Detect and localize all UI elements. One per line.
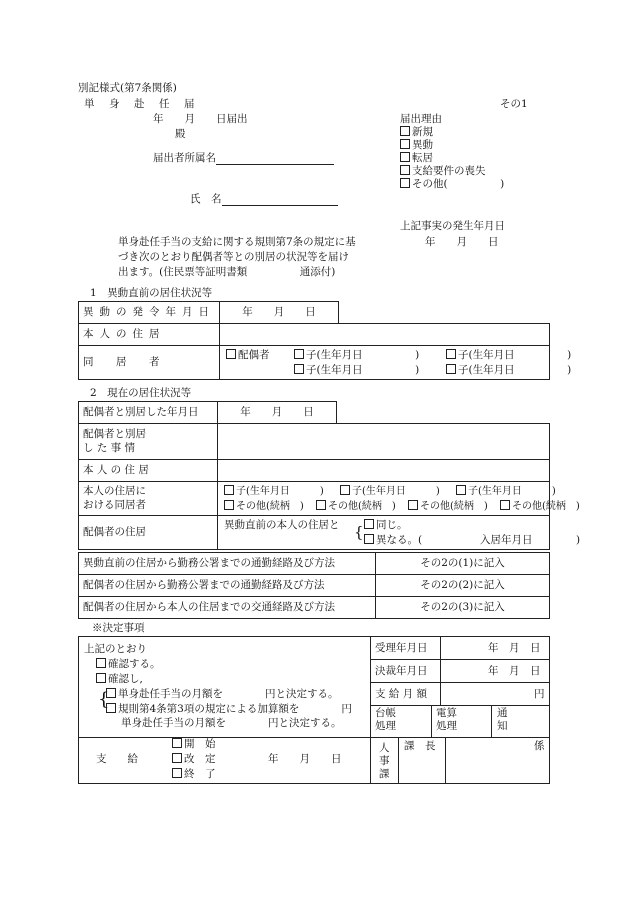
- checkbox-icon[interactable]: [364, 519, 374, 529]
- brace-icon: {: [354, 522, 364, 541]
- checkbox-icon[interactable]: [172, 738, 182, 748]
- occurrence-date: 年 月 日: [425, 236, 499, 248]
- notice-label: 通 知: [497, 707, 508, 733]
- payment-date[interactable]: 年 月 日: [268, 753, 342, 765]
- checkbox-icon[interactable]: [364, 534, 374, 544]
- reason-option-loss[interactable]: 支給要件の喪失: [400, 165, 486, 178]
- received-date-label: 受理年月日: [375, 642, 428, 654]
- checkbox-icon[interactable]: [96, 658, 106, 668]
- checkbox-icon[interactable]: [446, 349, 456, 359]
- decided-date-label: 決裁年月日: [375, 665, 428, 677]
- cohabitant-options-1: [220, 346, 572, 380]
- checkbox-icon[interactable]: [106, 688, 116, 698]
- decision-additional[interactable]: 規則第4条第3項の規定による加算額を 円: [106, 703, 352, 716]
- declaration-line-1: 単身赴任手当の支給に関する規則第7条の規定に基: [118, 236, 356, 248]
- spouse-residence-label: 配偶者の住居: [79, 516, 218, 550]
- decision-confirm[interactable]: 確認する。: [96, 658, 161, 671]
- reason-option-move[interactable]: 転居: [400, 152, 433, 165]
- moved-in-label: 入居年月日: [480, 533, 533, 546]
- separation-date-value[interactable]: 年 月 日: [218, 402, 337, 424]
- reason-option-transfer[interactable]: 異動: [400, 139, 433, 152]
- checkbox-icon[interactable]: [446, 364, 456, 374]
- route-value-2: その2の(2)に記入: [376, 575, 550, 597]
- cohabitant-other[interactable]: その他(続柄 ): [408, 500, 488, 514]
- issue-date-value[interactable]: 年 月 日: [220, 302, 339, 324]
- checkbox-icon[interactable]: [400, 165, 410, 175]
- checkbox-icon[interactable]: [106, 703, 116, 713]
- residence-value-1[interactable]: [220, 324, 550, 346]
- brace-icon: {: [98, 689, 110, 710]
- route-value-1: その2の(1)に記入: [376, 553, 550, 575]
- page-number: その1: [500, 98, 528, 110]
- calc-label: 電算 処理: [436, 707, 457, 733]
- checkbox-icon[interactable]: [294, 364, 304, 374]
- cohabitant-label-2: 本人の住居に おける同居者: [79, 482, 218, 516]
- separation-date-label: 配偶者と別居した年月日: [79, 402, 218, 424]
- cohabitant-options-2: [218, 482, 580, 516]
- section1-heading: 1 異動直前の居住状況等: [90, 287, 213, 299]
- circumstance-label: 配偶者と別居 し た 事 情: [79, 424, 218, 460]
- form-reference: 別記様式(第7条関係): [78, 82, 177, 94]
- received-date-value[interactable]: 年 月 日: [488, 642, 541, 654]
- checkbox-icon[interactable]: [456, 485, 466, 495]
- declaration-line-3: 出ます。(住民票等証明書類 通添付): [118, 266, 336, 278]
- checkbox-icon[interactable]: [172, 768, 182, 778]
- payment-change[interactable]: 改 定: [172, 753, 216, 766]
- cohabitant-child[interactable]: 子(生年月日 ): [224, 485, 324, 499]
- paren-close: ): [576, 533, 581, 546]
- cohabitant-other[interactable]: その他(続柄 ): [224, 500, 304, 514]
- cohabitant-child[interactable]: 子(生年月日 ): [294, 364, 419, 377]
- reason-option-new[interactable]: 新規: [400, 126, 433, 139]
- ledger-label: 台帳 処理: [375, 707, 396, 733]
- name-field[interactable]: [190, 193, 338, 206]
- residence-value-2[interactable]: [218, 460, 550, 482]
- cohabitant-child[interactable]: 子(生年月日 ): [294, 349, 419, 362]
- checkbox-icon[interactable]: [400, 178, 410, 188]
- checkbox-icon[interactable]: [500, 500, 510, 510]
- name-underline: [222, 194, 338, 206]
- staff-label: 係: [534, 740, 545, 752]
- spouse-residence-text: 異動直前の本人の住居と: [224, 518, 340, 531]
- affiliation-label: 届出者所属名: [153, 152, 216, 164]
- option-different[interactable]: 異なる。(: [364, 534, 422, 547]
- cohabitant-child[interactable]: 子(生年月日 ): [446, 349, 571, 362]
- issue-date-label: 異動の発令年月日: [79, 302, 220, 324]
- checkbox-icon[interactable]: [96, 673, 106, 683]
- option-same[interactable]: 同じ。: [364, 519, 408, 532]
- cohabitant-child[interactable]: 子(生年月日 ): [446, 364, 571, 377]
- cohabitant-label-1: 同 居 者: [79, 346, 220, 380]
- checkbox-icon[interactable]: [408, 500, 418, 510]
- checkbox-icon[interactable]: [172, 753, 182, 763]
- decision-intro: 上記のとおり: [84, 643, 147, 655]
- spouse-residence-options: [218, 516, 581, 550]
- residence-label-1: 本人の住居: [79, 324, 220, 346]
- pay-month-yen[interactable]: 円: [534, 688, 545, 700]
- checkbox-icon[interactable]: [400, 126, 410, 136]
- section1-table: [78, 301, 572, 380]
- checkbox-icon[interactable]: [316, 500, 326, 510]
- cohabitant-child[interactable]: 子(生年月日 ): [340, 485, 440, 499]
- checkbox-icon[interactable]: [224, 485, 234, 495]
- residence-label-2: 本 人 の 住 居: [79, 460, 218, 482]
- reason-title: 届出理由: [400, 113, 442, 125]
- declaration-line-2: づき次のとおり配偶者等との別居の状況等を届け: [118, 251, 349, 263]
- checkbox-icon[interactable]: [226, 349, 236, 359]
- route-label-3: 配偶者の住居から本人の住居までの交通経路及び方法: [79, 597, 376, 619]
- checkbox-icon[interactable]: [294, 349, 304, 359]
- route-label-1: 異動直前の住居から勤務公署までの通勤経路及び方法: [79, 553, 376, 575]
- route-value-3: その2の(3)に記入: [376, 597, 550, 619]
- section2-table: [78, 401, 581, 550]
- payment-label: 支 給: [96, 753, 138, 765]
- route-table: [78, 552, 550, 619]
- pay-month-label: 支 給 月 額: [375, 688, 428, 700]
- checkbox-icon[interactable]: [400, 139, 410, 149]
- checkbox-icon[interactable]: [340, 485, 350, 495]
- decision-confirm2[interactable]: 確認し,: [96, 673, 143, 686]
- name-label: 氏 名: [190, 193, 222, 205]
- checkbox-icon[interactable]: [224, 500, 234, 510]
- hr-dept-label: 人 事 課: [379, 742, 390, 781]
- circumstance-value[interactable]: [218, 424, 550, 460]
- decision-heading: ※決定事項: [92, 622, 145, 634]
- checkbox-icon[interactable]: [400, 152, 410, 162]
- submission-date: 年 月 日届出: [153, 113, 248, 125]
- decided-date-value[interactable]: 年 月 日: [488, 665, 541, 677]
- cohabitant-other[interactable]: その他(続柄 ): [316, 500, 396, 514]
- reason-option-other[interactable]: その他( ): [400, 178, 504, 191]
- occurrence-label: 上記事実の発生年月日: [400, 220, 505, 232]
- decision-monthly[interactable]: 単身赴任手当の月額を 円と決定する。: [106, 688, 339, 701]
- payment-start[interactable]: 開 始: [172, 738, 216, 751]
- decision-monthly2: 単身赴任手当の月額を 円と決定する。: [121, 717, 342, 729]
- route-label-2: 配偶者の住居から勤務公署までの通勤経路及び方法: [79, 575, 376, 597]
- cohabitant-other[interactable]: その他(続柄 ): [500, 500, 580, 514]
- addressee: 殿: [175, 128, 186, 140]
- affiliation-underline: [216, 153, 334, 165]
- chief-label: 課 長: [404, 740, 436, 752]
- affiliation-field[interactable]: [153, 152, 334, 165]
- section2-heading: 2 現在の居住状況等: [90, 387, 192, 399]
- payment-end[interactable]: 終 了: [172, 768, 216, 781]
- form-title: 単 身 赴 任 届: [84, 98, 197, 110]
- cohabitant-spouse[interactable]: 配偶者: [226, 349, 270, 362]
- cohabitant-child[interactable]: 子(生年月日 ): [456, 485, 556, 499]
